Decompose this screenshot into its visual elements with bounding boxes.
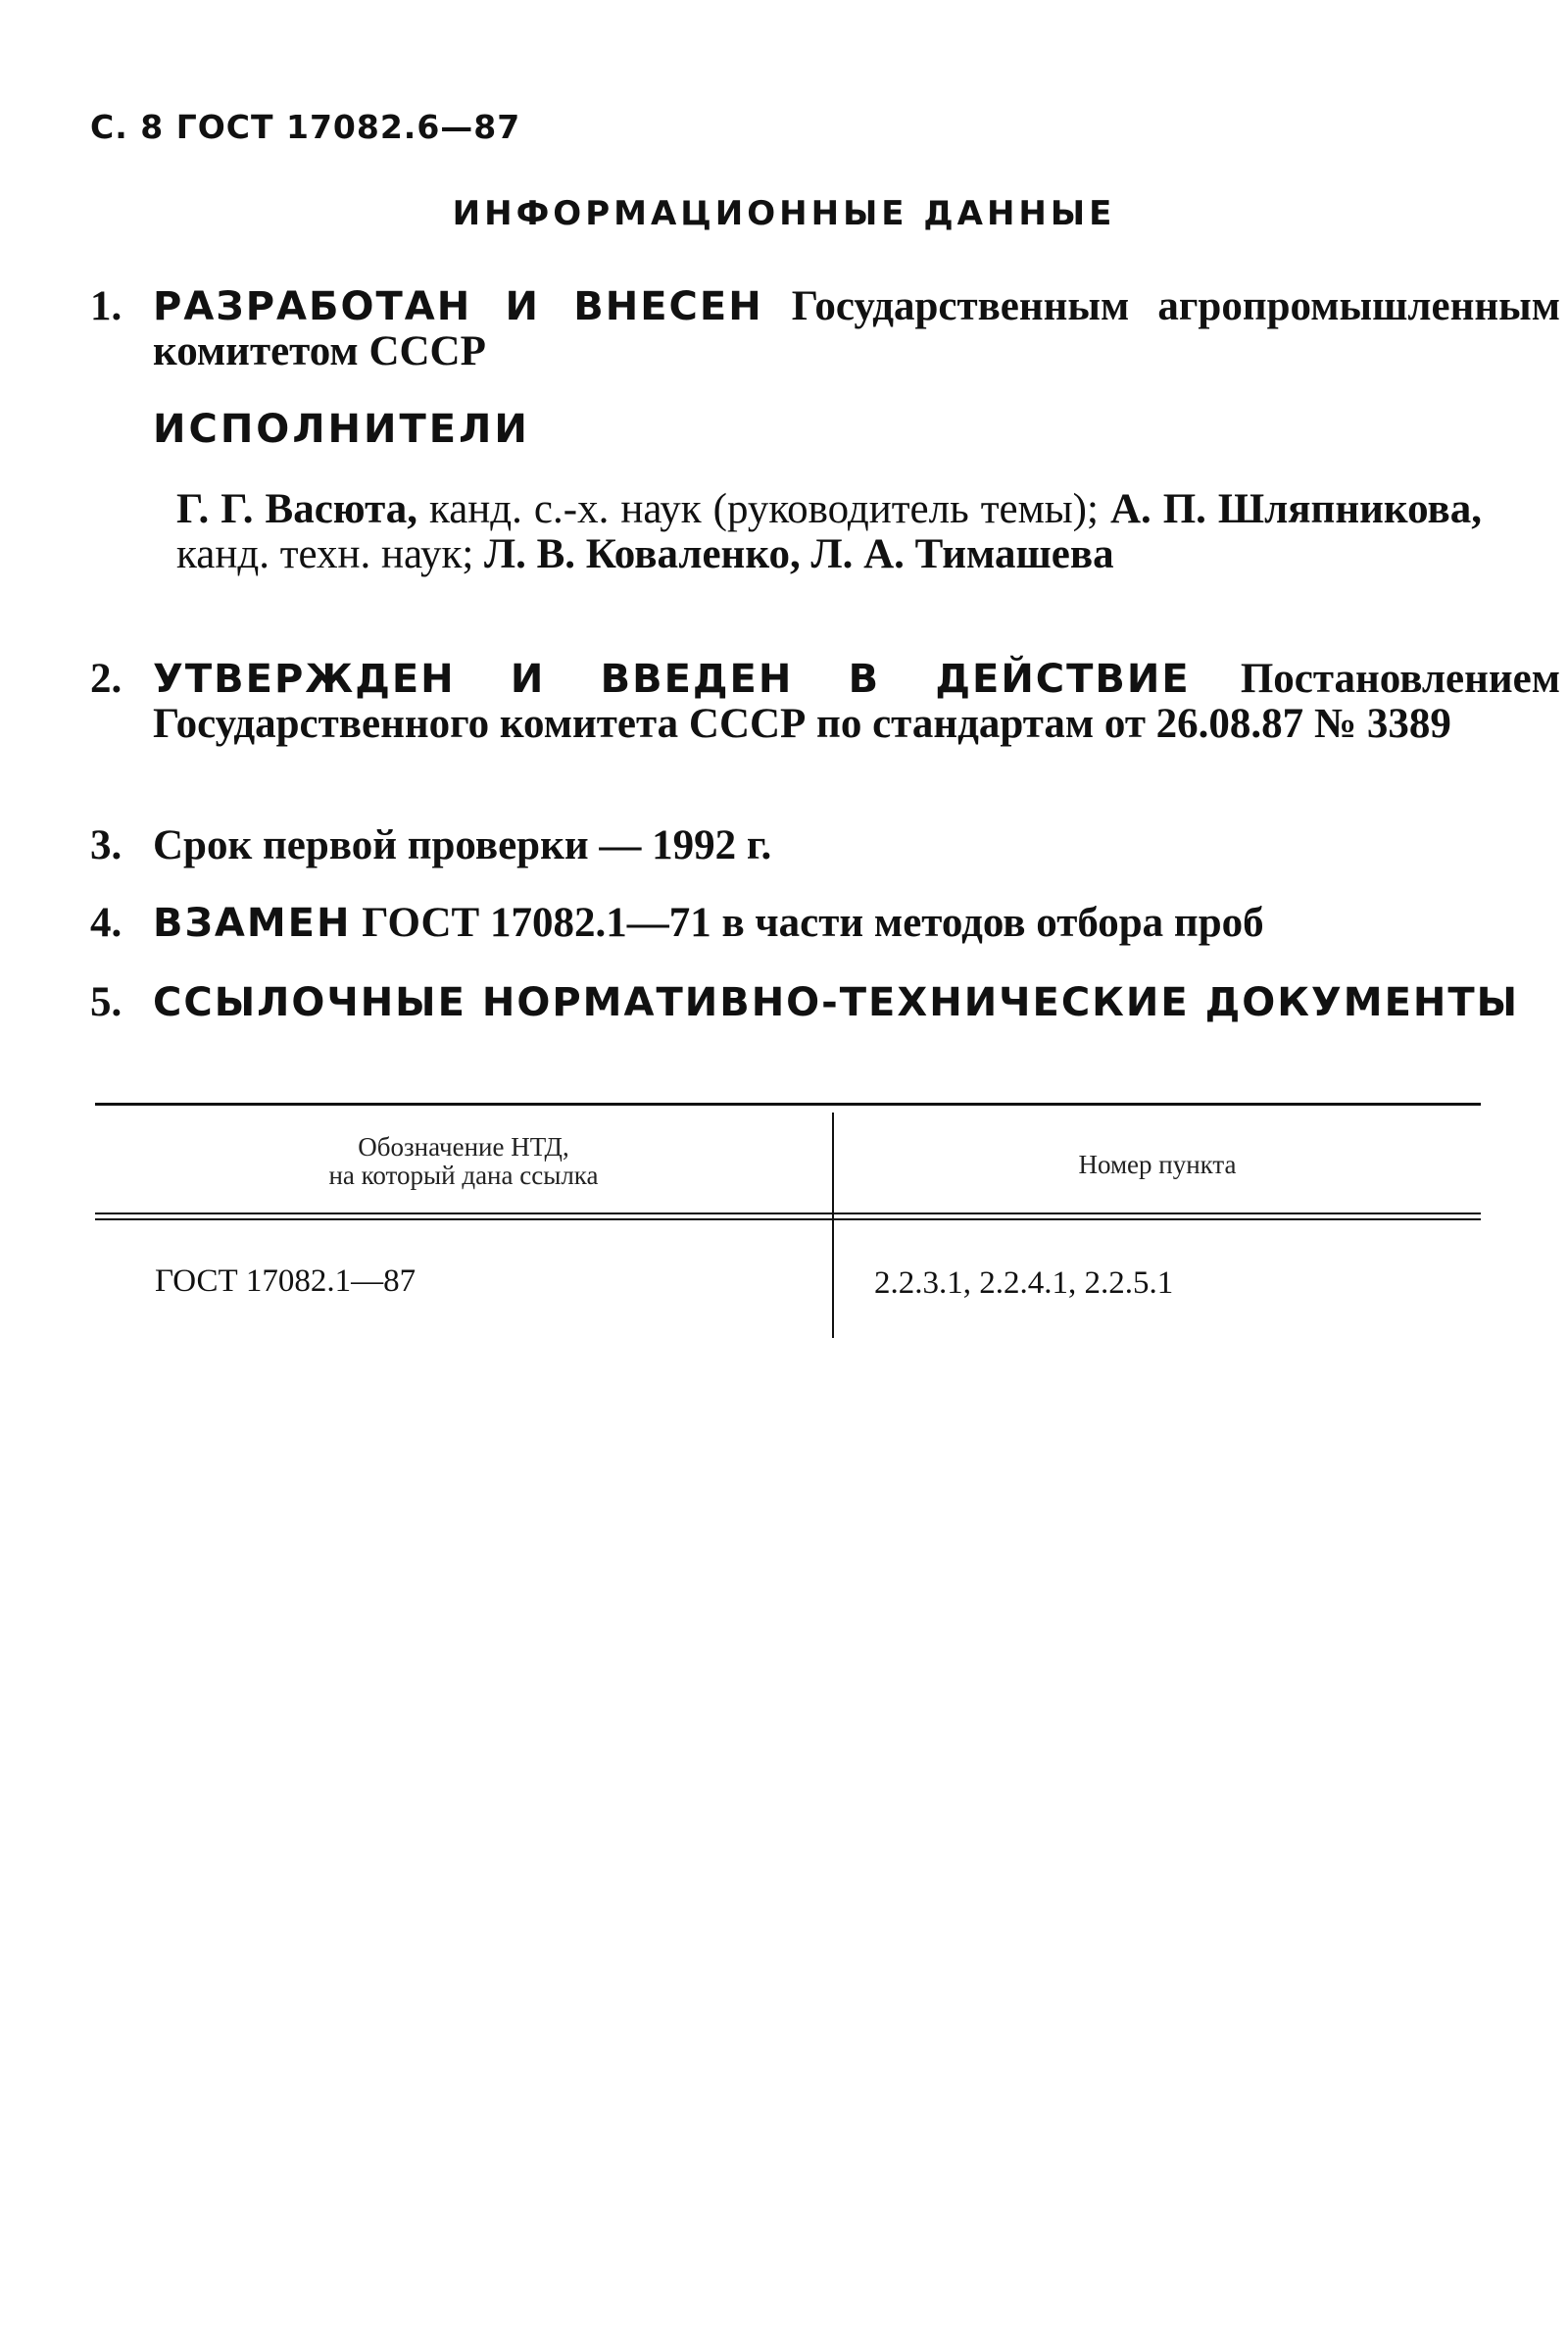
section-title: ИНФОРМАЦИОННЫЕ ДАННЫЕ (452, 194, 1116, 233)
table-header-clause: Номер пункта (1078, 1150, 1237, 1179)
item-number: 3. (90, 822, 122, 868)
item-number: 5. (90, 979, 122, 1025)
item-body (153, 657, 1560, 747)
item-number: 4. (90, 900, 122, 946)
item-text: Постановлением Государственного комитета СССР по стандартам от 26.08.87 № 3389 (153, 656, 1560, 747)
performers-list (176, 487, 1482, 577)
page-header: С. 8 ГОСТ 17082.6—87 (90, 108, 521, 146)
table-cell-clauses: 2.2.3.1, 2.2.4.1, 2.2.5.1 (874, 1265, 1174, 1301)
table-cell-designation: ГОСТ 17082.1—87 (155, 1263, 416, 1299)
item-body (153, 823, 1560, 868)
table-header-rule (95, 1212, 1481, 1214)
item-lead: ССЫЛОЧНЫЕ НОРМАТИВНО-ТЕХНИЧЕСКИЕ ДОКУМЕНТЫ (153, 980, 1520, 1025)
table-header-rule (95, 1218, 1481, 1220)
item-text: Срок первой проверки — 1992 г. (153, 822, 772, 868)
item-text: Государственным агропромышленным комитетом СССР (153, 283, 1560, 374)
references-table (95, 1103, 1481, 1338)
performers-heading: ИСПОЛНИТЕЛИ (153, 407, 530, 452)
item-body (153, 284, 1560, 374)
performer-name: А. П. Шляпникова, (1109, 486, 1482, 532)
item-body (153, 901, 1560, 946)
table-header-designation (95, 1133, 832, 1190)
item-lead: ВЗАМЕН (153, 901, 352, 946)
header-line: Обозначение НТД, (358, 1132, 569, 1162)
item-body (153, 980, 1560, 1025)
item-lead: РАЗРАБОТАН И ВНЕСЕН (153, 284, 763, 329)
item-text: ГОСТ 17082.1—71 в части методов отбора проб (351, 900, 1264, 946)
performer-name: Л. В. Коваленко, Л. А. Тимашева (484, 531, 1114, 577)
performer-info: канд. с.-х. наук (руководитель темы); (416, 486, 1110, 532)
performer-name: Г. Г. Васюта, (176, 486, 417, 532)
table-top-rule (95, 1103, 1481, 1106)
item-lead: УТВЕРЖДЕН И ВВЕДЕН В ДЕЙСТВИЕ (153, 657, 1191, 702)
table-column-divider (832, 1113, 834, 1338)
item-number: 1. (90, 283, 122, 329)
header-line: на который дана ссылка (328, 1161, 599, 1190)
performer-info: канд. техн. наук; (176, 531, 485, 577)
item-number: 2. (90, 656, 122, 702)
